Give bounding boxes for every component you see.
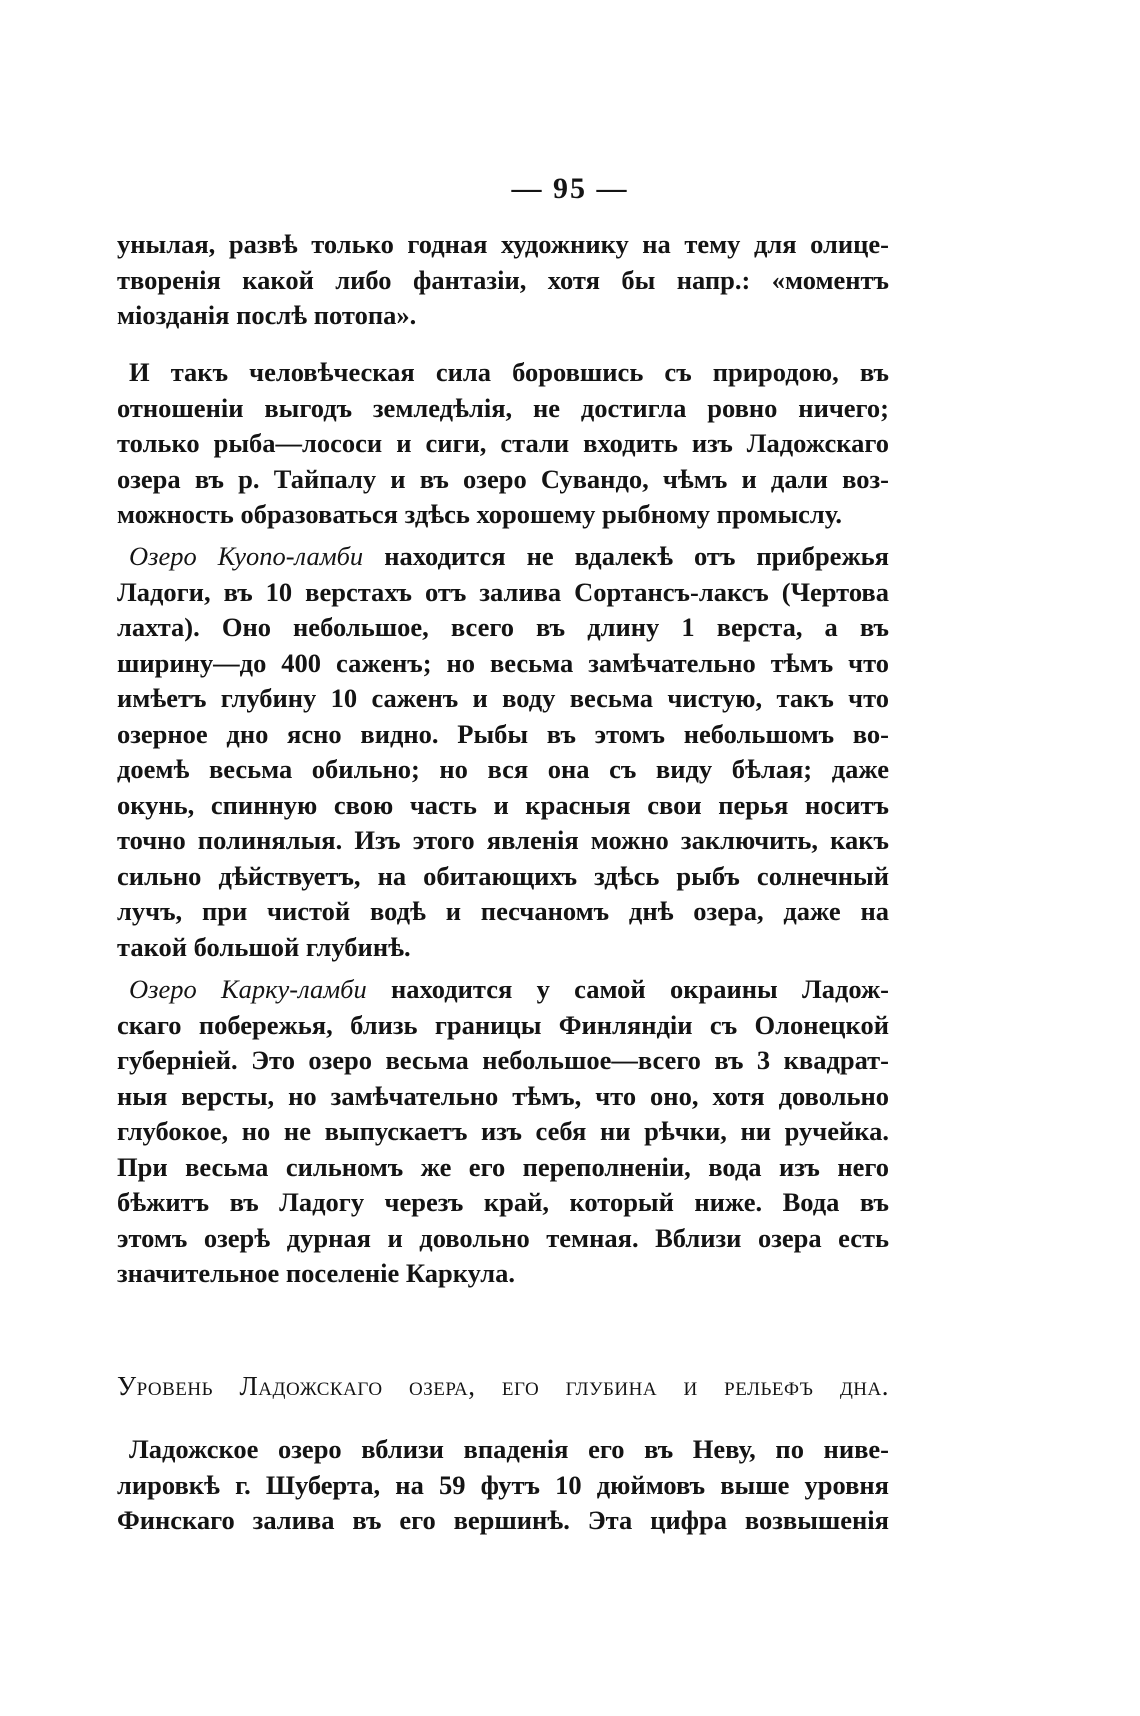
text-line: можность образоваться здѣсь хорошему рыбному промыслу. bbox=[117, 499, 843, 529]
text-line: ширину—до 400 саженъ; но весьма замѣчательно тѣмъ что bbox=[117, 647, 889, 678]
text-line: глубокое, но не выпускаетъ изъ себя ни рѣчки, ни ручейка. bbox=[117, 1116, 889, 1146]
text-line: озера въ р. Тайпалу и въ озеро Сувандо, чѣмъ и дали воз- bbox=[117, 463, 889, 494]
text-fragment: находится у самой окраины Ладож- bbox=[366, 974, 890, 1004]
text-line: лировкѣ г. Шуберта, на 59 футъ 10 дюймовъ выше уровня bbox=[117, 1469, 889, 1500]
text-line: Ладожское озеро вблизи впаденія его въ Неву, по ниве- bbox=[129, 1434, 889, 1464]
text-line: этомъ озерѣ дурная и довольно темная. Вблизи озера есть bbox=[117, 1222, 889, 1253]
text-line: Ладоги, въ 10 верстахъ отъ залива Сортансъ-лаксъ (Чертова bbox=[117, 576, 889, 607]
text-line: окунь, спинную свою часть и красныя свои перья носитъ bbox=[117, 789, 889, 820]
paragraph-kuopo-lambi bbox=[117, 539, 889, 965]
section-heading: Уровень Ладожскаго озера, его глубина и рельефъ дна. bbox=[117, 1371, 889, 1401]
text-line: озерное дно ясно видно. Рыбы въ этомъ небольшомъ во- bbox=[117, 718, 889, 749]
paragraph-human-force bbox=[117, 355, 889, 533]
text-line: Финскаго залива въ его вершинѣ. Эта цифра возвышенія bbox=[117, 1505, 889, 1535]
text-line: міозданія послѣ потопа». bbox=[117, 300, 417, 330]
text-line: лахта). Оно небольшое, всего въ длину 1 верста, а въ bbox=[117, 612, 889, 642]
paragraph-ladoga-level bbox=[117, 1432, 889, 1539]
lake-name-kuopo-lambi: Озеро Куопо-ламби bbox=[129, 541, 364, 571]
text-line: точно полинялыя. Изъ этого явленія можно заключить, какъ bbox=[117, 825, 889, 855]
text-line: губерніей. Это озеро весьма небольшое—всего въ 3 квадрат- bbox=[117, 1045, 889, 1075]
text-line: лучъ, при чистой водѣ и песчаномъ днѣ озера, даже на bbox=[117, 896, 889, 926]
paragraph-karku-lambi bbox=[117, 972, 889, 1292]
text-line: И такъ человѣческая сила боровшись съ природою, въ bbox=[129, 357, 889, 387]
text-line: бѣжитъ въ Ладогу черезъ край, который ниже. Вода въ bbox=[117, 1187, 889, 1217]
text-line bbox=[117, 539, 889, 575]
text-line: унылая, развѣ только годная художнику на тему для олице- bbox=[117, 229, 889, 259]
text-line: При весьма сильномъ же его переполненіи, вода изъ него bbox=[117, 1151, 889, 1182]
text-line: значительное поселеніе Каркула. bbox=[117, 1258, 515, 1288]
text-line: ныя версты, но замѣчательно тѣмъ, что оно, хотя довольно bbox=[117, 1080, 889, 1111]
text-line: доемѣ весьма обильно; но вся она съ виду бѣлая; даже bbox=[117, 754, 889, 784]
text-fragment: находится не вдалекѣ отъ прибрежья bbox=[363, 541, 890, 571]
text-line: скаго побережья, близь границы Финляндіи съ Олонецкой bbox=[117, 1009, 889, 1040]
text-line: творенія какой либо фантазіи, хотя бы напр.: «моментъ bbox=[117, 264, 889, 295]
paragraph-continuation bbox=[117, 227, 889, 334]
text-line: только рыба—лососи и сиги, стали входить изъ Ладожскаго bbox=[117, 428, 889, 458]
lake-name-karku-lambi: Озеро Карку-ламби bbox=[129, 974, 367, 1004]
text-line: сильно дѣйствуетъ, на обитающихъ здѣсь рыбъ солнечный bbox=[117, 860, 889, 891]
text-line bbox=[117, 972, 889, 1008]
page-number: — 95 — bbox=[511, 172, 629, 205]
text-line: отношеніи выгодъ земледѣлія, не достигла ровно ничего; bbox=[117, 392, 889, 423]
text-line: такой большой глубинѣ. bbox=[117, 931, 411, 962]
text-line: имѣетъ глубину 10 саженъ и воду весьма чистую, такъ что bbox=[117, 683, 889, 713]
